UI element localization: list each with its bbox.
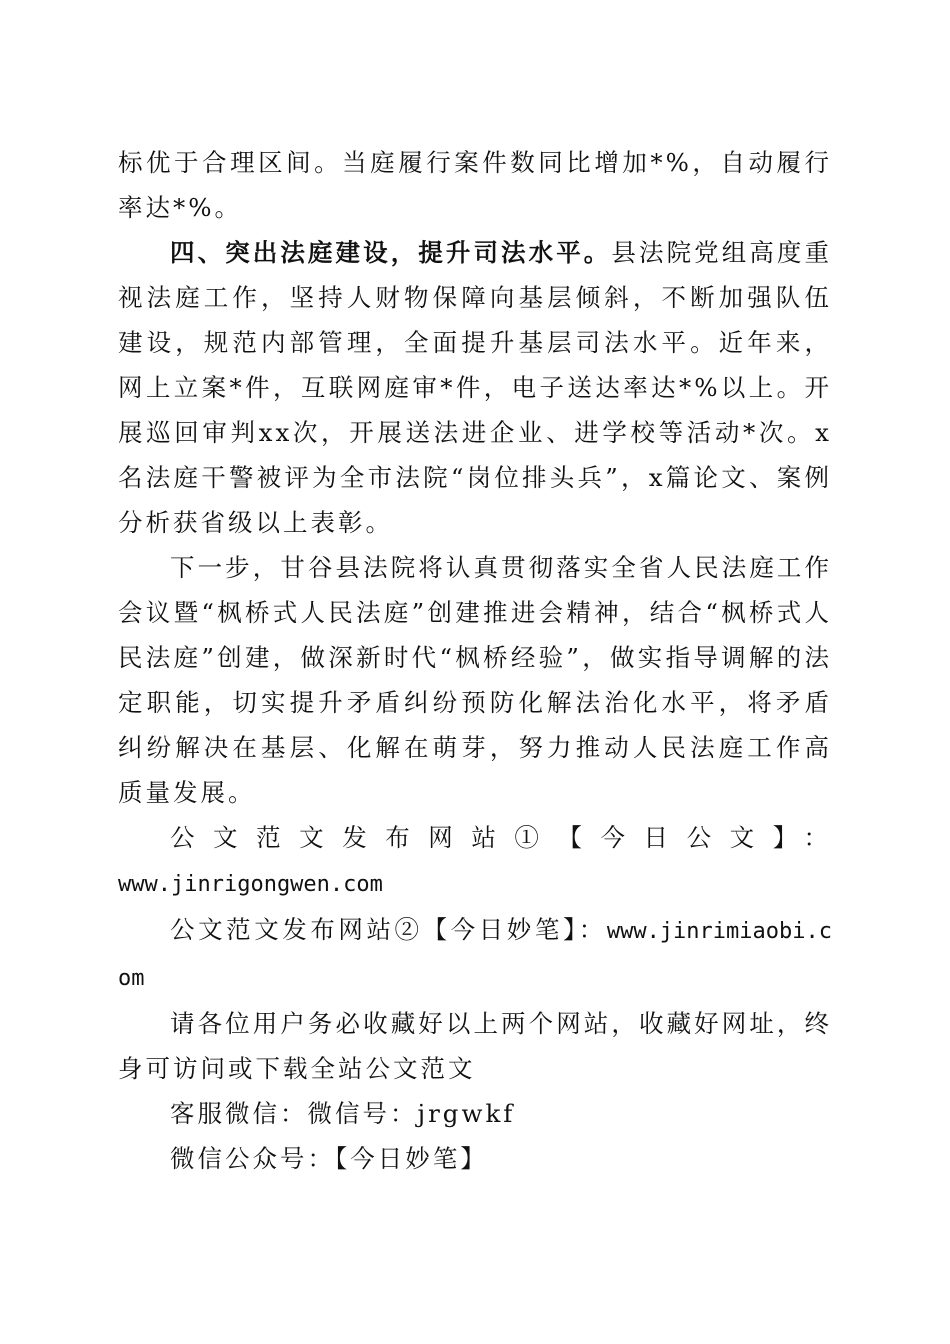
wechat-public-account: 微信公众号：【今日妙笔】 bbox=[170, 1144, 488, 1173]
section-body: 县法院党组高度重视法庭工作，坚持人财物保障向基层倾斜，不断加强队伍建设，规范内部管理，全面提升基层司法水平。近年来，网上立案*件，互联网庭审*件，电子送达率达*%以上。开展巡回审判xx次，开展送法进企业、进学校等活动*次。x名法庭干警被评为全市法院“岗位排头兵”，x篇论文、案例分析获省级以上表彰。 bbox=[118, 238, 832, 537]
wechat-service: 客服微信：微信号：jrgwkf bbox=[170, 1099, 516, 1128]
paragraph-continued: 标优于合理区间。当庭履行案件数同比增加*%，自动履行率达*%。 bbox=[118, 148, 832, 222]
bookmark-notice: 请各位用户务必收藏好以上两个网站，收藏好网址，终身可访问或下载全站公文范文 bbox=[118, 1009, 832, 1083]
site2-label: 公文范文发布网站②【今日妙笔】： bbox=[170, 915, 607, 944]
site2-url-link[interactable]: www.jinrimiaobi.com bbox=[118, 919, 832, 991]
site1-label: 公文范文发布网站①【今日公文】： bbox=[170, 823, 832, 852]
section-heading: 四、突出法庭建设，提升司法水平。 bbox=[170, 238, 612, 267]
paragraph-court-building bbox=[118, 230, 832, 545]
site1-url-link[interactable]: www.jinrigongwen.com bbox=[118, 872, 383, 897]
site2-line bbox=[118, 907, 832, 1001]
document-body bbox=[118, 140, 832, 1181]
paragraph-next-steps: 下一步，甘谷县法院将认真贯彻落实全省人民法庭工作会议暨“枫桥式人民法庭”创建推进会精神，结合“枫桥式人民法庭”创建，做深新时代“枫桥经验”，做实指导调解的法定职能，切实提升矛盾纠纷预防化解法治化水平，将矛盾纠纷解决在基层、化解在萌芽，努力推动人民法庭工作高质量发展。 bbox=[118, 553, 832, 807]
site1-url bbox=[118, 860, 832, 907]
